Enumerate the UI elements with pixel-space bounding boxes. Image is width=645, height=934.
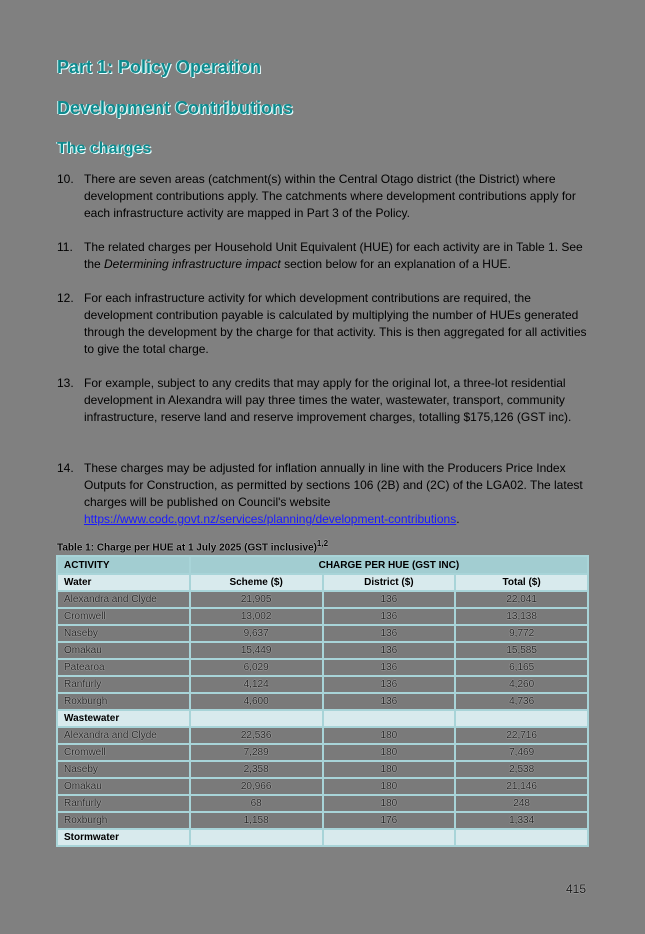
scheme-cell: 68 bbox=[190, 795, 323, 812]
paragraph-text-part: . bbox=[456, 512, 460, 526]
paragraph-13 bbox=[57, 375, 592, 426]
paragraph-number: 11. bbox=[57, 240, 73, 254]
district-cell: 180 bbox=[323, 727, 456, 744]
scheme-column-header: Scheme ($) bbox=[190, 574, 323, 591]
table-row bbox=[57, 608, 588, 625]
column-header-row bbox=[57, 574, 588, 591]
paragraph-number: 14. bbox=[57, 461, 74, 475]
table-header-row bbox=[57, 556, 588, 574]
district-cell: 180 bbox=[323, 744, 456, 761]
table-row bbox=[57, 659, 588, 676]
area-cell: Cromwell bbox=[57, 608, 190, 625]
table-row bbox=[57, 795, 588, 812]
area-cell: Naseby bbox=[57, 761, 190, 778]
empty-cell bbox=[323, 829, 456, 846]
district-cell: 180 bbox=[323, 778, 456, 795]
district-cell: 136 bbox=[323, 591, 456, 608]
total-cell: 15,585 bbox=[455, 642, 588, 659]
table-row bbox=[57, 744, 588, 761]
scheme-cell: 9,637 bbox=[190, 625, 323, 642]
total-cell: 4,736 bbox=[455, 693, 588, 710]
charges-table bbox=[56, 555, 589, 847]
empty-cell bbox=[455, 710, 588, 727]
paragraph-number: 12. bbox=[57, 291, 74, 305]
section-row bbox=[57, 829, 588, 846]
scheme-cell: 21,905 bbox=[190, 591, 323, 608]
empty-cell bbox=[455, 829, 588, 846]
paragraph-11 bbox=[57, 239, 592, 273]
paragraph-12 bbox=[57, 290, 592, 358]
development-contributions-link[interactable]: https://www.codc.govt.nz/services/planning/development-contributions bbox=[84, 512, 457, 526]
total-cell: 22,716 bbox=[455, 727, 588, 744]
scheme-cell: 7,289 bbox=[190, 744, 323, 761]
area-cell: Ranfurly bbox=[57, 795, 190, 812]
total-cell: 21,146 bbox=[455, 778, 588, 795]
table-row bbox=[57, 727, 588, 744]
area-cell: Alexandra and Clyde bbox=[57, 727, 190, 744]
table-row bbox=[57, 676, 588, 693]
table-row bbox=[57, 778, 588, 795]
paragraph-14 bbox=[57, 460, 592, 528]
scheme-cell: 6,029 bbox=[190, 659, 323, 676]
district-cell: 136 bbox=[323, 676, 456, 693]
table-row bbox=[57, 693, 588, 710]
table-row bbox=[57, 812, 588, 829]
paragraph-number: 10. bbox=[57, 172, 74, 186]
district-cell: 136 bbox=[323, 693, 456, 710]
table-row bbox=[57, 761, 588, 778]
district-column-header: District ($) bbox=[323, 574, 456, 591]
area-cell: Naseby bbox=[57, 625, 190, 642]
table-caption bbox=[57, 539, 328, 553]
table-row bbox=[57, 642, 588, 659]
page-number: 415 bbox=[566, 882, 587, 896]
scheme-cell: 20,966 bbox=[190, 778, 323, 795]
scheme-cell: 2,358 bbox=[190, 761, 323, 778]
total-cell: 2,538 bbox=[455, 761, 588, 778]
scheme-cell: 13,002 bbox=[190, 608, 323, 625]
total-cell: 22,041 bbox=[455, 591, 588, 608]
total-cell: 13,138 bbox=[455, 608, 588, 625]
district-cell: 136 bbox=[323, 608, 456, 625]
section-name: Stormwater bbox=[57, 829, 190, 846]
area-cell: Ranfurly bbox=[57, 676, 190, 693]
empty-cell bbox=[190, 710, 323, 727]
paragraph-text-part: section below for an explanation of a HUE. bbox=[280, 257, 511, 271]
table-caption-text: Table 1: Charge per HUE at 1 July 2025 (GST inclusive) bbox=[57, 542, 317, 554]
paragraph-number: 13. bbox=[57, 376, 74, 390]
area-cell: Cromwell bbox=[57, 744, 190, 761]
section-row bbox=[57, 710, 588, 727]
table-caption-footnote: 1,2 bbox=[316, 539, 329, 548]
total-cell: 1,334 bbox=[455, 812, 588, 829]
total-cell: 4,260 bbox=[455, 676, 588, 693]
area-cell: Omakau bbox=[57, 778, 190, 795]
scheme-cell: 4,600 bbox=[190, 693, 323, 710]
scheme-cell: 15,449 bbox=[190, 642, 323, 659]
total-cell: 9,772 bbox=[455, 625, 588, 642]
paragraph-text: There are seven areas (catchment(s) within the Central Otago district (the District) where development contributions apply. The catchments where development contributions apply for each infrastructure activity are mapped in Part 3 of the Policy. bbox=[84, 172, 576, 220]
subsection-heading: The charges bbox=[57, 140, 152, 157]
part-heading: Part 1: Policy Operation bbox=[57, 57, 262, 77]
scheme-cell: 4,124 bbox=[190, 676, 323, 693]
section-heading: Development Contributions bbox=[57, 98, 294, 118]
area-cell: Alexandra and Clyde bbox=[57, 591, 190, 608]
district-cell: 136 bbox=[323, 659, 456, 676]
activity-header: ACTIVITY bbox=[57, 556, 190, 574]
empty-cell bbox=[323, 710, 456, 727]
area-cell: Roxburgh bbox=[57, 812, 190, 829]
section-name: Wastewater bbox=[57, 710, 190, 727]
paragraph-text bbox=[84, 239, 592, 273]
charge-header: CHARGE PER HUE (GST INC) bbox=[190, 556, 588, 574]
total-cell: 7,469 bbox=[455, 744, 588, 761]
total-column-header: Total ($) bbox=[455, 574, 588, 591]
italic-term: Determining infrastructure impact bbox=[104, 257, 281, 271]
total-cell: 6,165 bbox=[455, 659, 588, 676]
paragraph-10 bbox=[57, 171, 592, 222]
total-cell: 248 bbox=[455, 795, 588, 812]
district-cell: 136 bbox=[323, 625, 456, 642]
empty-cell bbox=[190, 829, 323, 846]
paragraph-text: For example, subject to any credits that may apply for the original lot, a three-lot residential development in Alexandra will pay three times the water, wastewater, transport, community infrastructure, reserve land and reserve improvement charges, totalling $175,126 (GST inc). bbox=[84, 376, 572, 424]
paragraph-text-part: These charges may be adjusted for inflation annually in line with the Producers Price Index Outputs for Construction, as permitted by sections 106 (2B) and (2C) of the LGA02. The latest charges will be published on Council's website bbox=[84, 461, 583, 509]
scheme-cell: 22,536 bbox=[190, 727, 323, 744]
paragraph-text: For each infrastructure activity for which development contributions are required, the development contribution payable is calculated by multiplying the number of HUEs generated through the development by the charge for that activity. This is then aggregated for all activities to give the total charge. bbox=[84, 291, 587, 356]
table-row bbox=[57, 591, 588, 608]
district-cell: 180 bbox=[323, 761, 456, 778]
paragraph-text-part: The related charges per Household Unit Equivalent (HUE) for each activity are in Table 1. See the bbox=[84, 240, 583, 271]
area-cell: Roxburgh bbox=[57, 693, 190, 710]
section-name-water: Water bbox=[57, 574, 190, 591]
area-cell: Omakau bbox=[57, 642, 190, 659]
paragraph-text bbox=[84, 460, 592, 528]
scheme-cell: 1,158 bbox=[190, 812, 323, 829]
district-cell: 136 bbox=[323, 642, 456, 659]
table-row bbox=[57, 625, 588, 642]
district-cell: 180 bbox=[323, 795, 456, 812]
area-cell: Patearoa bbox=[57, 659, 190, 676]
district-cell: 176 bbox=[323, 812, 456, 829]
